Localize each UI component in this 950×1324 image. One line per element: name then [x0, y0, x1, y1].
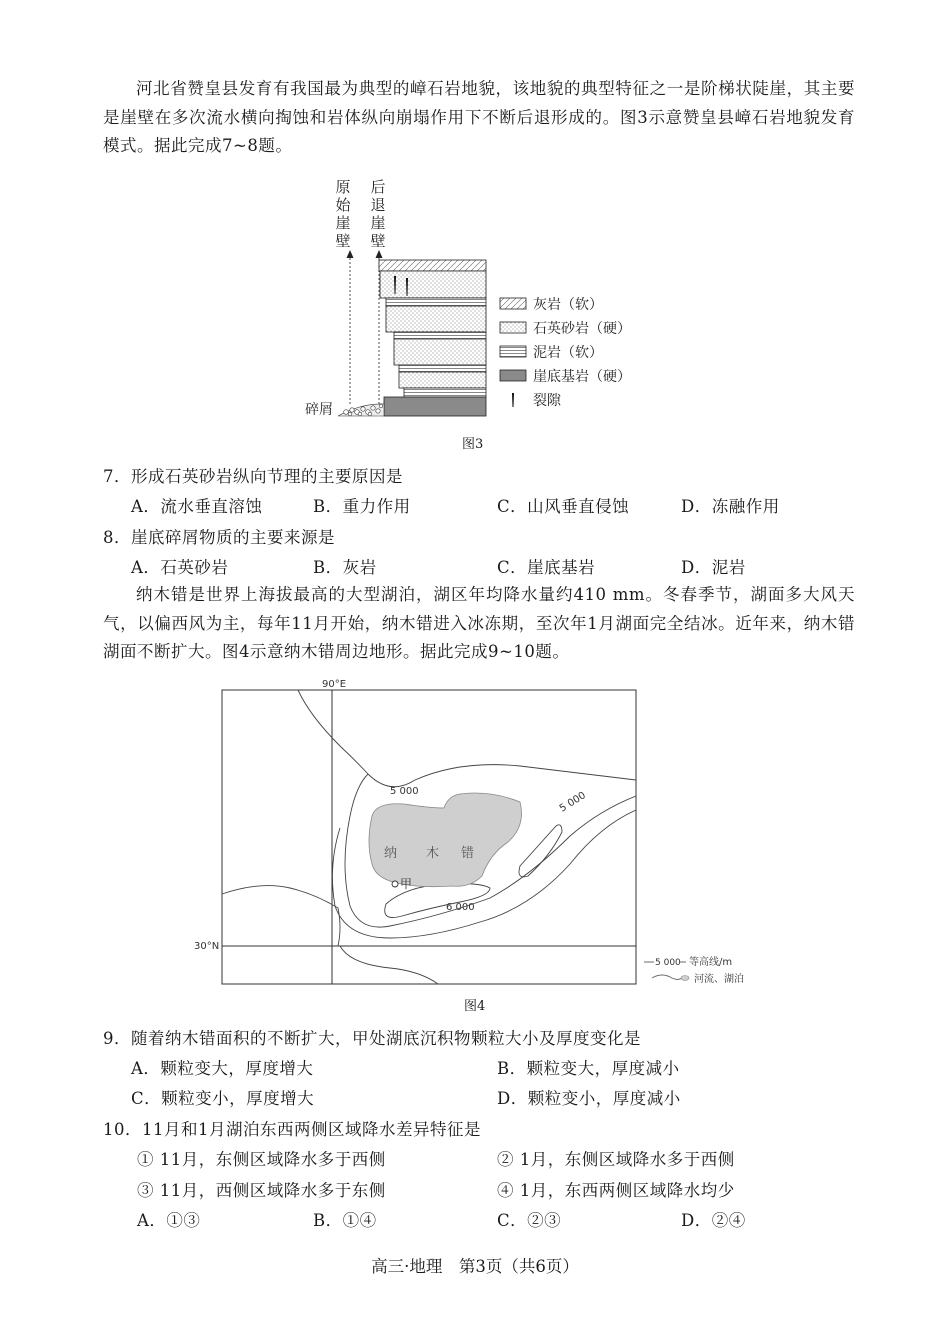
passage-1: 河北省赞皇县发育有我国最为典型的嶂石岩地貌，该地貌的典型特征之一是阶梯状陡崖，其主要是崖壁在多次流水横向掏蚀和岩体纵向崩塌作用下不断后退形成的。图3示意赞皇县嶂石岩地貌发育模式。据此完成7~8题。	[103, 79, 855, 155]
q9-option-d: D．颗粒变小，厚度减小	[497, 1089, 681, 1108]
q7-option-a: A．流水垂直溶蚀	[131, 497, 263, 516]
q10-option-c: C．②③	[497, 1211, 562, 1230]
point-jia-marker	[392, 881, 398, 887]
q7-stem: 7．形成石英砂岩纵向节理的主要原因是	[103, 467, 403, 486]
q10-stem: 10．11月和1月湖泊东西两侧区域降水差异特征是	[103, 1120, 481, 1139]
lake-char-3: 错	[461, 846, 475, 861]
lake-char-2: 木	[426, 846, 440, 861]
q8-stem: 8．崖底碎屑物质的主要来源是	[103, 528, 335, 547]
q7-option-b: B．重力作用	[313, 497, 411, 516]
label-original-4: 壁	[335, 232, 351, 250]
label-30n: 30°N	[194, 941, 220, 952]
figure-3-caption: 图3	[462, 437, 484, 452]
lake-char-1: 纳	[384, 846, 398, 861]
legend-limestone: 灰岩（软）	[533, 297, 603, 313]
page-footer: 高三·地理 第3页（共6页）	[371, 1257, 579, 1276]
q7-option-d: D．冻融作用	[681, 497, 780, 516]
point-jia-label: 甲	[400, 877, 413, 891]
q10-option-a: A．①③	[137, 1211, 201, 1230]
q8-option-d: D．泥岩	[681, 558, 746, 577]
label-retreat-4: 壁	[370, 232, 386, 250]
q10-item-3: ③ 11月，西侧区域降水多于东侧	[137, 1181, 386, 1200]
contour-label-6000: 6 000	[446, 902, 475, 913]
q10-item-2: ② 1月，东侧区域降水多于西侧	[497, 1150, 735, 1169]
figure-4	[190, 676, 770, 988]
q9-option-b: B．颗粒变大，厚度减小	[497, 1059, 680, 1078]
legend-river: 河流、湖泊	[694, 974, 744, 985]
q8-option-c: C．崖底基岩	[497, 558, 596, 577]
q9-stem: 9．随着纳木错面积的不断扩大，甲处湖底沉积物颗粒大小及厚度变化是	[103, 1029, 641, 1048]
debris-pile	[338, 404, 384, 416]
q9-option-c: C．颗粒变小，厚度增大	[131, 1089, 315, 1108]
legend-river-symbol	[652, 975, 682, 980]
passage-2: 纳木错是世界上海拔最高的大型湖泊，湖区年均降水量约410 mm。冬春季节，湖面多大风天气，以偏西风为主，每年11月开始，纳木错进入冰冻期，至次年1月湖面完全结冰。近年来，纳木错湖面不断扩大。图4示意纳木错周边地形。据此完成9~10题。	[103, 585, 855, 661]
label-90e: 90°E	[322, 679, 347, 690]
legend-contour: 等高线/m	[689, 957, 733, 968]
q8-option-b: B．灰岩	[313, 558, 377, 577]
label-original-1: 原	[335, 178, 351, 196]
q10-item-4: ④ 1月，东西两侧区域降水均少	[497, 1181, 735, 1200]
label-retreat-3: 崖	[370, 214, 386, 232]
q10-option-b: B．①④	[313, 1211, 377, 1230]
label-retreat-2: 退	[370, 196, 386, 214]
q10-option-d: D．②④	[681, 1211, 746, 1230]
fig3-legend	[500, 298, 526, 381]
legend-mudstone: 泥岩（软）	[533, 345, 603, 361]
q8-option-a: A．石英砂岩	[131, 558, 229, 577]
figure-4-caption: 图4	[464, 999, 486, 1014]
q7-option-c: C．山风垂直侵蚀	[497, 497, 630, 516]
label-original-2: 始	[335, 196, 351, 214]
contour-label-5000-b: 5 000	[557, 790, 588, 815]
contour-label-5000-a: 5 000	[390, 786, 419, 797]
q9-option-a: A．颗粒变大，厚度增大	[131, 1059, 314, 1078]
legend-contour-value: 5 000	[655, 958, 681, 968]
legend-bedrock: 崖底基岩（硬）	[533, 369, 631, 385]
figure-3	[300, 172, 660, 428]
label-retreat-1: 后	[370, 178, 386, 196]
legend-fracture: 裂隙	[533, 393, 561, 409]
legend-quartz-sandstone: 石英砂岩（硬）	[533, 321, 631, 337]
debris-label: 碎屑	[305, 402, 333, 418]
label-original-3: 崖	[335, 214, 351, 232]
q10-item-1: ① 11月，东侧区域降水多于西侧	[137, 1150, 386, 1169]
